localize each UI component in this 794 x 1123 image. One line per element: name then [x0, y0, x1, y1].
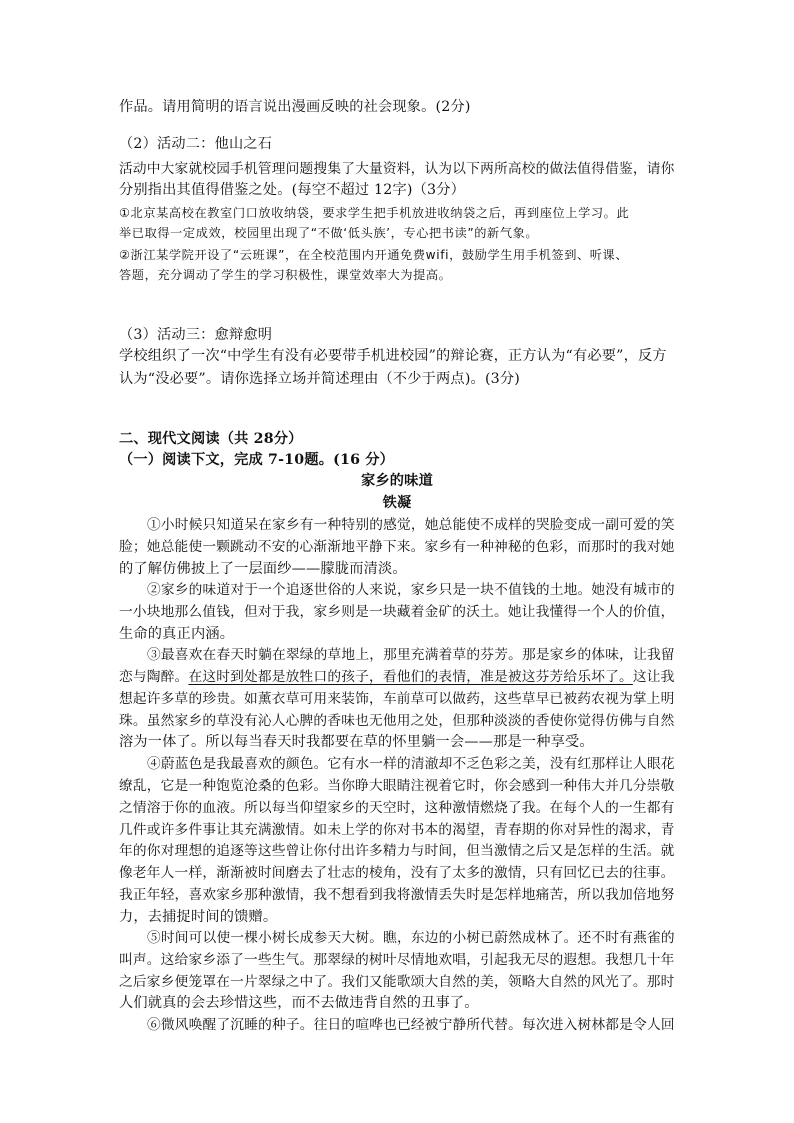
activity-two-text: 活动中大家就校园手机管理问题搜集了大量资料，认为以下两所高校的做法值得借鉴，请你 — [119, 161, 675, 177]
paragraph-text: 这让我 — [632, 669, 675, 685]
paragraph-line: 珠。虽然家乡的草没有沁人心脾的香味也无他用之处，但那种淡淡的香使你觉得仿佛与自然 — [119, 713, 675, 729]
paragraph-line: ⑥微风唤醒了沉睡的种子。往日的喧哗也已经被宁静所代替。每次进入树林都是令人回 — [147, 1017, 675, 1033]
paragraph-line: 溶为一体了。所以每当春天时我都要在草的怀里躺一会——那是一种享受。 — [119, 734, 594, 750]
paragraph-line: 想起许多草的珍贵。如薰衣草可用来装饰，车前草可以做药，这些草早已被药农视为掌上明 — [119, 691, 675, 707]
paragraph-line: 叫声。这给家乡添了一些生气。那翠绿的树叶尽情地欢唱，引起我无尽的遐想。我想几十年 — [119, 952, 675, 968]
paragraph-line: 力，去捕捉时间的馈赠。 — [119, 909, 278, 925]
article-title: 家乡的味道 — [361, 473, 433, 489]
material-two: ②浙江某学院开设了“云班课”，在全校范围内开通免费wifi，鼓励学生用手机签到、听课、 — [119, 248, 629, 262]
question-text: 作品。请用简明的语言说出漫画反映的社会现象。(2分) — [119, 99, 471, 115]
paragraph-line: 缭乱，它是一种饱览沧桑的色彩。当你睁大眼睛注视着它时，你会感到一种伟大并几分崇敬 — [119, 778, 675, 794]
material-one: 举已取得一定成效，校园里出现了“不做‘低头族’，专心把书读”的新气象。 — [119, 226, 539, 240]
underlined-sentence: 在这时到处都是放牲口的孩子，看他们的表情，准是被这芬芳给乐坏了。 — [188, 669, 633, 685]
article-author: 铁凝 — [382, 495, 412, 511]
activity-three-text: 学校组织了一次“中学生有没有必要带手机进校园”的辩论赛，正方认为“有必要”，反方 — [119, 348, 667, 364]
paragraph-line: 一小块地那么值钱，但对于我，家乡则是一块藏着金矿的沃土。她让我懂得一个人的价值， — [119, 604, 675, 620]
paragraph-line: ⑤时间可以使一棵小树长成参天大树。瞧，东边的小树已蔚然成林了。还不时有燕雀的 — [147, 930, 675, 946]
material-one: ①北京某高校在教室门口放收纳袋，要求学生把手机放进收纳袋之后，再到座位上学习。此 — [119, 206, 630, 220]
paragraph-line: ③最喜欢在春天时躺在翠绿的草地上，那里充满着草的芬芳。那是家乡的体味，让我留 — [147, 647, 675, 663]
paragraph-line: 我正年轻，喜欢家乡那种激情，我不想看到我将激情丢失时是怎样地痛苦，所以我加倍地努 — [119, 887, 675, 903]
paragraph-line: ②家乡的味道对于一个追逐世俗的人来说，家乡只是一块不值钱的土地。她没有城市的 — [147, 582, 675, 598]
paragraph-line: 之情溶于你的血液。所以每当仰望家乡的天空时，这种激情燃烧了我。在每个人的一生都有 — [119, 800, 675, 816]
paragraph-line: 人们就真的会去珍惜这些，而不去做违背自然的丑事了。 — [119, 995, 479, 1011]
paragraph-line: 之后家乡便笼罩在一片翠绿之中了。我们又能歌颂大自然的美，领略大自然的风光了。那时 — [119, 974, 675, 990]
paragraph-line — [119, 667, 675, 687]
material-two: 答题，充分调动了学生的学习积极性，课堂效率大为提高。 — [119, 268, 452, 282]
section-heading: 二、现代文阅读（共 28分） — [119, 431, 303, 447]
activity-two-heading: （2）活动二：他山之石 — [119, 136, 273, 152]
paragraph-line: 的了解仿佛披上了一层面纱——朦胧而清淡。 — [119, 561, 407, 577]
paragraph-line: 生命的真正内涵。 — [119, 626, 235, 642]
paragraph-line: ①小时候只知道呆在家乡有一种特别的感觉，她总能使不成样的哭脸变成一副可爱的笑 — [147, 517, 675, 533]
activity-three-heading: （3）活动三：愈辩愈明 — [119, 327, 273, 343]
activity-three-text: 认为“没必要”。请你选择立场并简述理由（不少于两点)。(3分) — [119, 371, 521, 387]
paragraph-line: 几件或许多件事让其充满激情。如未上学的你对书本的渴望，青春期的你对异性的渴求，青 — [119, 822, 675, 838]
paragraph-line: 像老年人一样，渐渐被时间磨去了壮志的棱角，没有了太多的激情，只有回忆已去的往事。 — [119, 865, 675, 881]
paragraph-line: 脸；她总能使一颗跳动不安的心渐渐地平静下来。家乡有一种神秘的色彩，而那时的我对她 — [119, 539, 675, 555]
activity-two-text: 分别指出其值得借鉴之处。(每空不超过 12字)（3分） — [119, 182, 465, 198]
subsection-heading: （一）阅读下文，完成 7-10题。(16 分） — [119, 452, 395, 468]
paragraph-line: 年的你对理想的追逐等这些曾让你付出许多精力与时间，但当激情之后又是怎样的生活。就 — [119, 843, 675, 859]
paragraph-text: 恋与陶醉。 — [119, 669, 189, 685]
paragraph-line: ④蔚蓝色是我最喜欢的颜色。它有水一样的清澈却不乏色彩之美，没有红那样让人眼花 — [147, 756, 675, 772]
